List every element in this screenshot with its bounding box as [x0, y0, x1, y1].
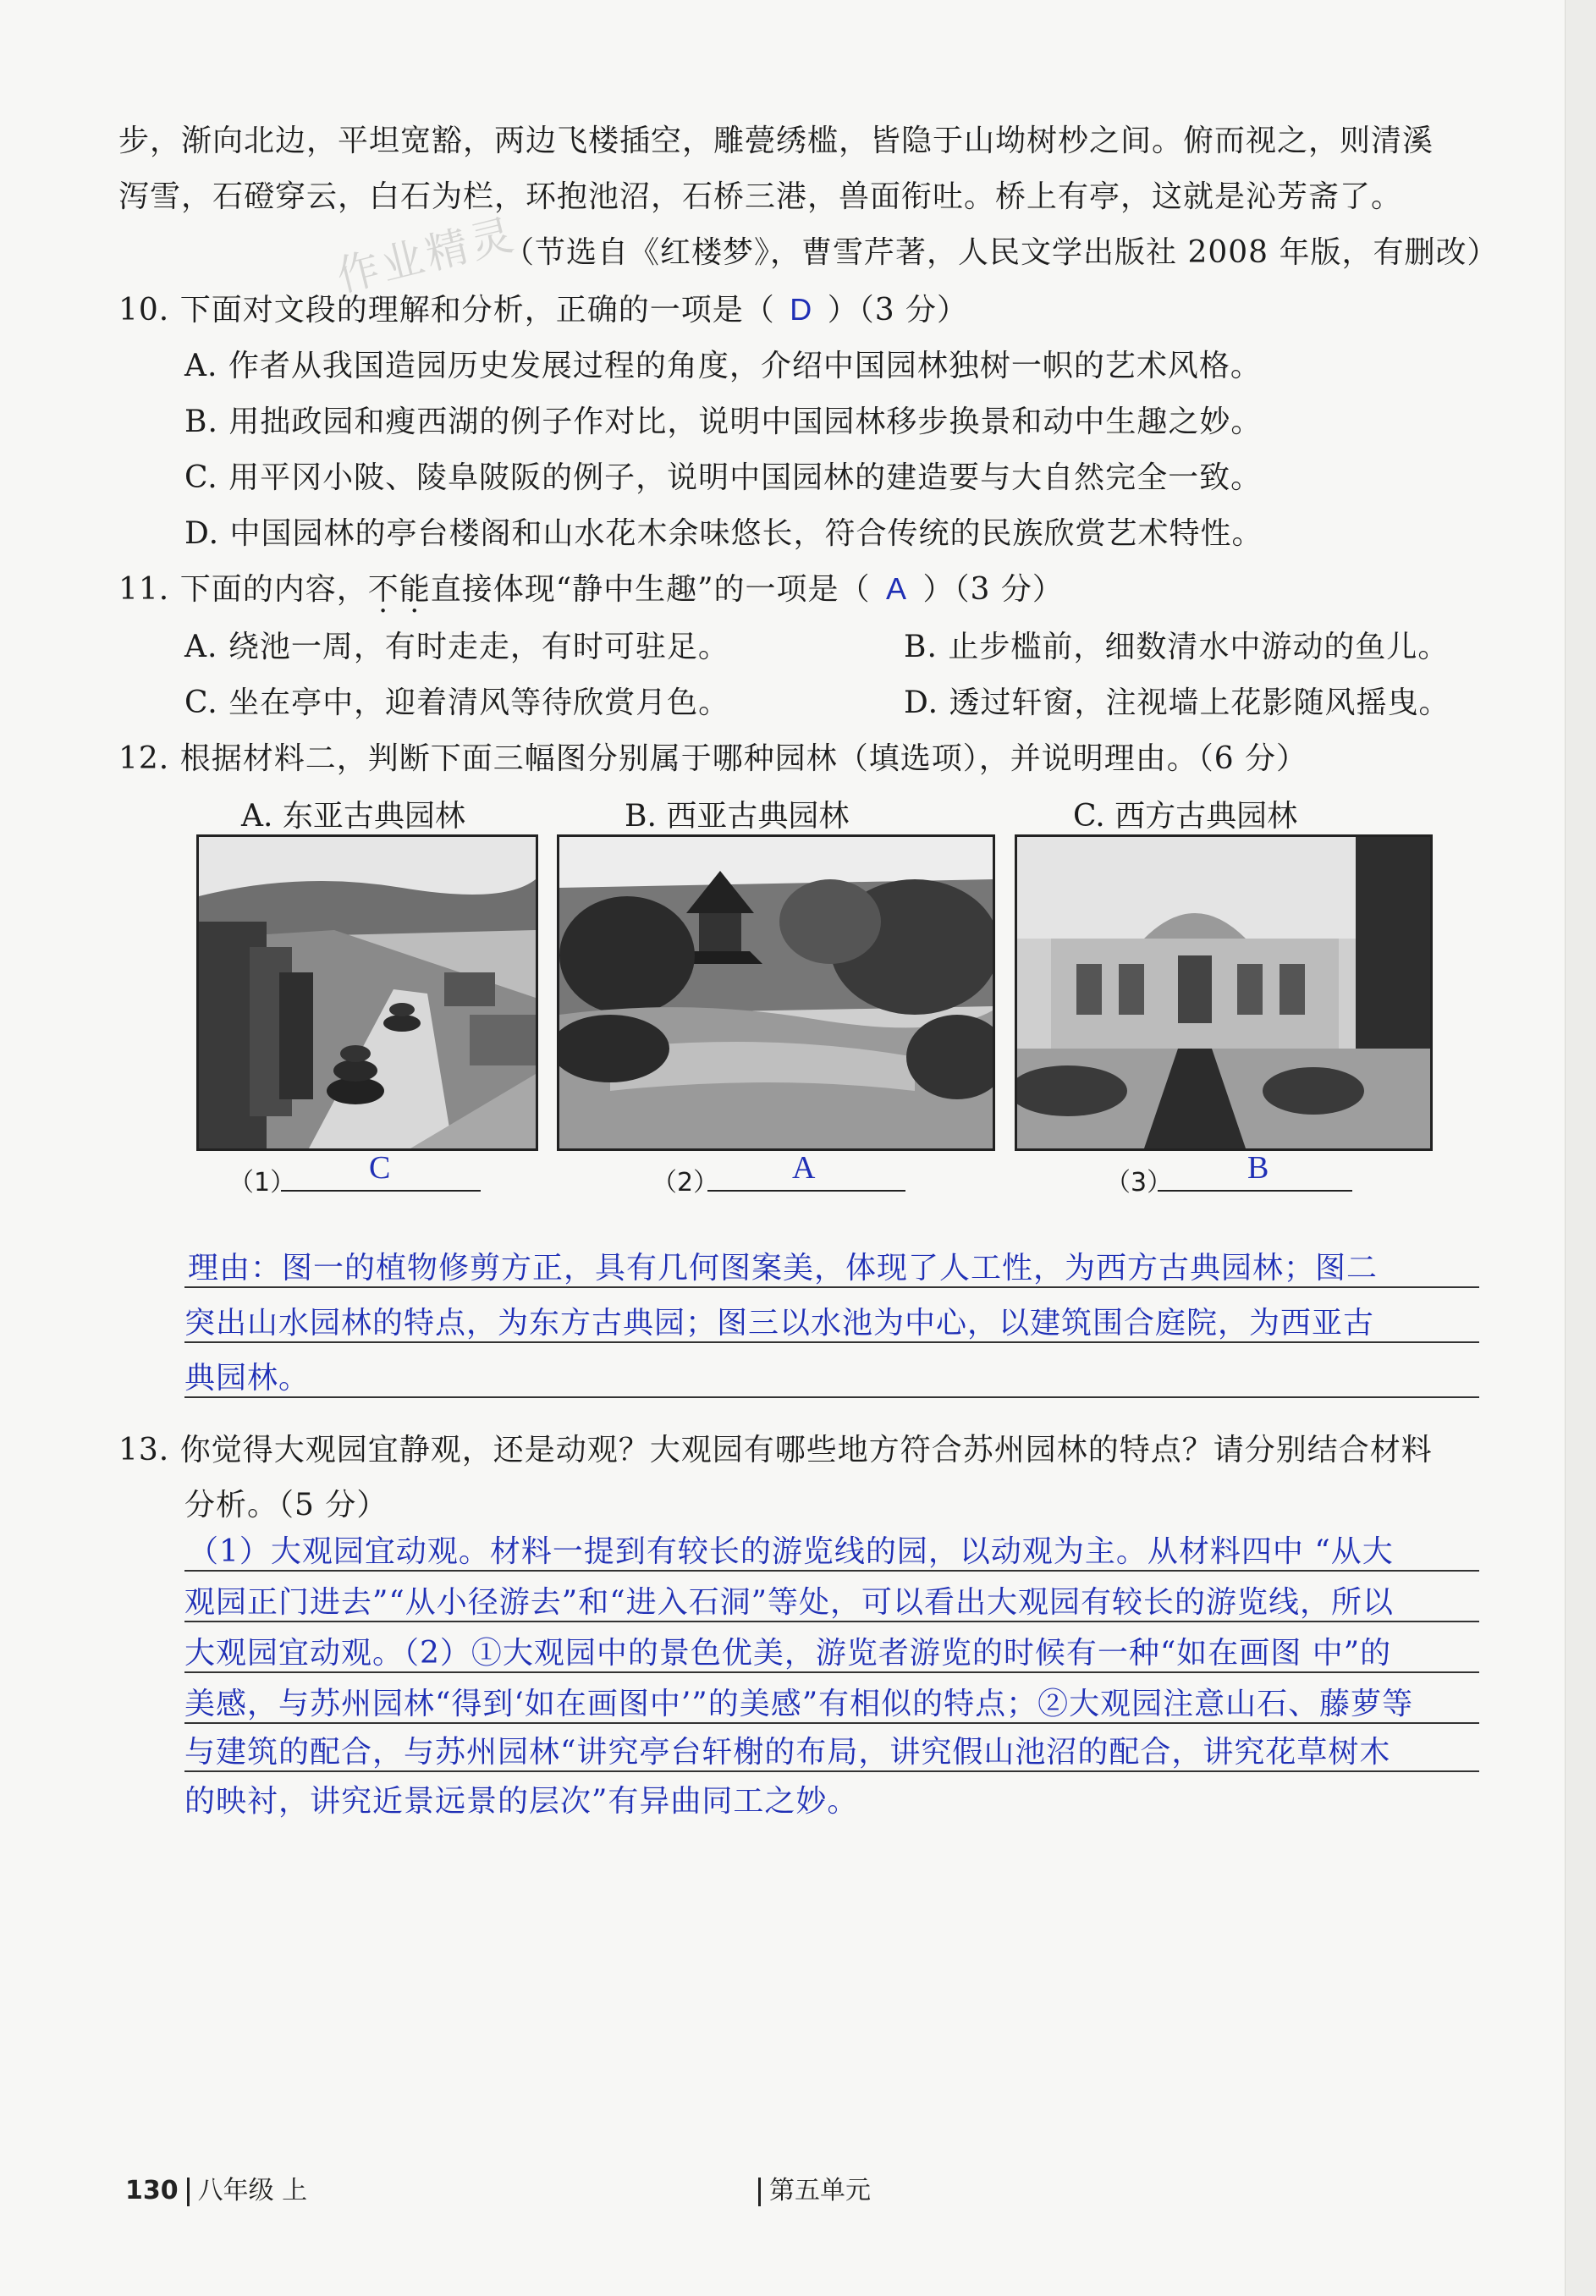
- q12-reason-line-2: 突出山水园林的特点，为东方古典园；图三以水池为中心，以建筑围合庭院，为西亚古: [184, 1306, 1375, 1341]
- blank-2-label: （2）: [652, 1168, 719, 1198]
- answer-rule: [184, 1341, 1479, 1343]
- blank-2-line: [707, 1190, 905, 1192]
- q13-answer-line-5: 与建筑的配合，与苏州园林“讲究亭台轩榭的布局，讲究假山池沼的配合，讲究花草树木: [184, 1735, 1391, 1770]
- q13-answer-line-1: （1）大观园宜动观。材料一提到有较长的游览线的园，以动观为主。从材料四中 “从大: [188, 1534, 1394, 1569]
- answer-rule: [184, 1621, 1479, 1622]
- q11-answer: A: [886, 571, 908, 606]
- footer-divider: [758, 2178, 761, 2206]
- blank-3-answer: B: [1247, 1150, 1269, 1186]
- q13-answer-line-6: 的映衬，讲究近景远景的层次”有异曲同工之妙。: [184, 1784, 859, 1819]
- q13-stem-line-1: 13. 你觉得大观园宜静观，还是动观？大观园有哪些地方符合苏州园林的特点？请分别结合材料: [118, 1433, 1433, 1467]
- q13-answer-line-2: 观园正门进去”“从小径游去”和“进入石洞”等处，可以看出大观园有较长的游览线，所以: [184, 1585, 1395, 1620]
- q11-score: ）（3 分）: [922, 572, 1064, 607]
- q12-choice-a: A. 东亚古典园林: [241, 799, 465, 834]
- q10-option-b: B. 用拙政园和瘦西湖的例子作对比，说明中国园林移步换景和动中生趣之妙。: [184, 405, 1263, 439]
- q13-stem-line-2: 分析。（5 分）: [184, 1488, 388, 1522]
- unit-label: 第五单元: [769, 2176, 871, 2205]
- garden-photo-1: [196, 834, 538, 1151]
- q11-stem-a: 11. 下面的内容，: [118, 572, 368, 607]
- blank-1-answer: C: [369, 1150, 391, 1186]
- q10-answer: D: [790, 292, 813, 327]
- blank-1-label: （1）: [228, 1168, 296, 1198]
- passage-line-1: 步，渐向北边，平坦宽豁，两边飞楼插空，雕甍绣槛，皆隐于山坳树杪之间。俯而视之，则清溪: [118, 124, 1434, 158]
- passage-source: （节选自《红楼梦》，曹雪芹著，人民文学出版社 2008 年版，有删改）: [504, 235, 1499, 270]
- q10-option-d: D. 中国园林的亭台楼阁和山水花木余味悠长，符合传统的民族欣赏艺术特性。: [184, 516, 1263, 551]
- q10-score: ）（3 分）: [827, 293, 969, 328]
- answer-rule: [184, 1286, 1479, 1288]
- page-number: 130: [125, 2176, 179, 2205]
- q11-stem: [118, 565, 1064, 608]
- q10-option-c: C. 用平冈小陂、陵阜陂阪的例子，说明中国园林的建造要与大自然完全一致。: [184, 460, 1263, 495]
- answer-rule: [184, 1770, 1479, 1772]
- grade-label: 八年级 上: [197, 2176, 308, 2205]
- page-edge: [1565, 0, 1596, 2296]
- answer-rule: [184, 1722, 1479, 1724]
- q10-stem-text: 10. 下面对文段的理解和分析，正确的一项是（: [118, 293, 775, 328]
- answer-rule: [184, 1570, 1479, 1572]
- q12-choice-b: B. 西亚古典园林: [625, 799, 850, 834]
- q11-stem-b: 直接体现“静中生趣”的一项是（: [430, 572, 871, 607]
- q11-emphasis-1: 不: [367, 572, 399, 607]
- q13-answer-line-4: 美感，与苏州园林“得到‘如在画图中’”的美感”有相似的特点；②大观园注意山石、藤萝等: [184, 1687, 1414, 1721]
- watermark-text: 作业精灵: [332, 209, 521, 302]
- q11-option-a: A. 绕池一周，有时走走，有时可驻足。: [184, 630, 729, 664]
- page-footer-left: [125, 2169, 307, 2206]
- answer-rule: [184, 1396, 1479, 1398]
- q11-option-c: C. 坐在亭中，迎着清风等待欣赏月色。: [184, 685, 730, 720]
- q12-reason-line-1: 理由：图一的植物修剪方正，具有几何图案美，体现了人工性，为西方古典园林；图二: [188, 1251, 1379, 1286]
- garden-photo-2: [557, 834, 995, 1151]
- blank-3-label: （3）: [1105, 1168, 1173, 1198]
- footer-divider: [187, 2178, 190, 2206]
- blank-2-answer: A: [792, 1150, 816, 1186]
- q10-stem: [118, 286, 968, 329]
- blank-1-line: [281, 1190, 481, 1192]
- answer-rule: [184, 1671, 1479, 1673]
- q12-choice-c: C. 西方古典园林: [1073, 799, 1298, 834]
- q11-option-d: D. 透过轩窗，注视墙上花影随风摇曳。: [904, 685, 1450, 720]
- q11-emphasis-2: 能: [399, 572, 431, 607]
- q12-reason-line-3: 典园林。: [184, 1361, 311, 1396]
- q10-option-a: A. 作者从我国造园历史发展过程的角度，介绍中国园林独树一帜的艺术风格。: [184, 349, 1262, 383]
- passage-line-2: 泻雪，石磴穿云，白石为栏，环抱池沼，石桥三港，兽面衔吐。桥上有亭，这就是沁芳斋了。: [118, 179, 1403, 214]
- q11-option-b: B. 止步槛前，细数清水中游动的鱼儿。: [904, 630, 1450, 664]
- q13-answer-line-3: 大观园宜动观。（2）①大观园中的景色优美，游览者游览的时候有一种“如在画图 中”的: [184, 1636, 1392, 1671]
- blank-3-line: [1158, 1190, 1352, 1192]
- page-footer-right: [750, 2169, 871, 2206]
- q12-stem: 12. 根据材料二，判断下面三幅图分别属于哪种园林（填选项），并说明理由。（6 分）: [118, 741, 1308, 776]
- garden-photo-3: [1015, 834, 1433, 1151]
